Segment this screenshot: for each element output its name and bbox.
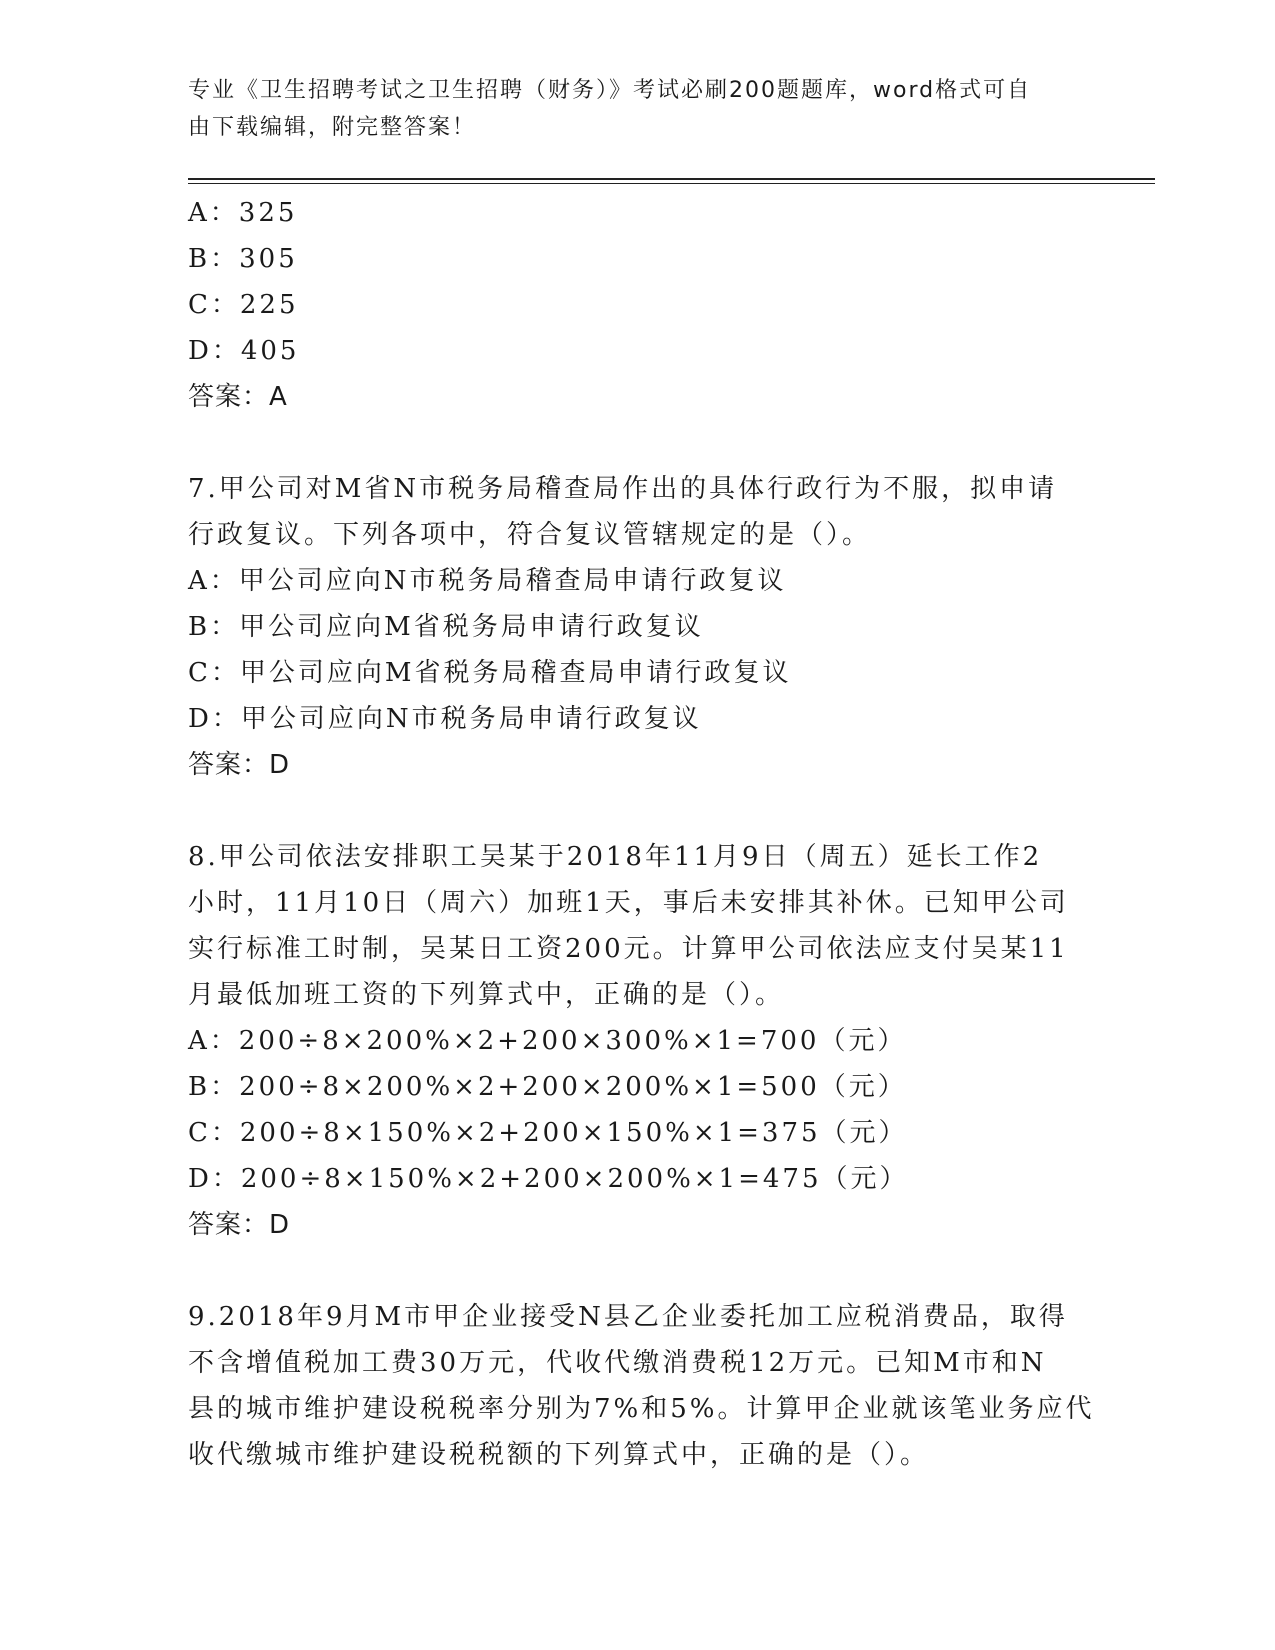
question-9-block [188,1294,1095,1478]
spacer [188,1248,1088,1294]
document-body [188,190,1095,1478]
question-8-block [188,834,1088,1248]
q7-stem-line-2: 行政复议。下列各项中，符合复议管辖规定的是（）。 [188,520,872,550]
q6-answer: 答案：A [188,382,288,412]
q7-option-d: D：甲公司应向N市税务局申请行政复议 [188,704,702,734]
q9-stem-line-4: 收代缴城市维护建设税税额的下列算式中，正确的是（）。 [188,1440,930,1470]
q9-stem-line-2: 不含增值税加工费30万元，代收代缴消费税12万元。已知M市和N [188,1348,1047,1378]
q7-option-a: A：甲公司应向N市税务局稽查局申请行政复议 [188,566,787,596]
q9-stem-line-1: 9.2018年9月M市甲企业接受N县乙企业委托加工应税消费品，取得 [188,1302,1068,1332]
spacer [188,788,1088,834]
q6-option-b: B：305 [188,244,298,274]
q8-stem-line-1: 8.甲公司依法安排职工吴某于2018年11月9日（周五）延长工作2 [188,842,1043,872]
spacer [188,420,1088,466]
q6-option-d: D：405 [188,336,300,366]
q8-stem-line-4: 月最低加班工资的下列算式中，正确的是（）。 [188,980,785,1010]
q8-option-d: D：200÷8×150%×2+200×200%×1=475（元） [188,1164,909,1194]
q8-stem-line-3: 实行标准工时制，吴某日工资200元。计算甲公司依法应支付吴某11 [188,934,1069,964]
header-divider-thick [188,178,1155,180]
header-title-line-2: 由下载编辑，附完整答案！ [188,115,477,140]
q6-option-a: A：325 [188,198,298,228]
header-title-line-1: 专业《卫生招聘考试之卫生招聘（财务）》考试必刷200题题库，word格式可自 [188,78,1032,103]
q6-option-c: C：225 [188,290,299,320]
q7-option-b: B：甲公司应向M省税务局申请行政复议 [188,612,704,642]
q8-stem-line-2: 小时，11月10日（周六）加班1天，事后未安排其补休。已知甲公司 [188,888,1069,918]
question-7-block [188,466,1088,788]
q8-answer: 答案：D [188,1210,291,1240]
q7-stem-line-1: 7.甲公司对M省N市税务局稽查局作出的具体行政行为不服，拟申请 [188,474,1058,504]
q9-stem-line-3: 县的城市维护建设税税率分别为7%和5%。计算甲企业就该笔业务应代 [188,1394,1095,1424]
q8-option-a: A：200÷8×200%×2+200×300%×1=700（元） [188,1026,907,1056]
document-header [188,72,1068,146]
q7-answer: 答案：D [188,750,291,780]
q8-option-c: C：200÷8×150%×2+200×150%×1=375（元） [188,1118,908,1148]
q7-option-c: C：甲公司应向M省税务局稽查局申请行政复议 [188,658,792,688]
q8-option-b: B：200÷8×200%×2+200×200%×1=500（元） [188,1072,907,1102]
header-divider-thin [188,183,1155,184]
question-6-block [188,190,1088,420]
